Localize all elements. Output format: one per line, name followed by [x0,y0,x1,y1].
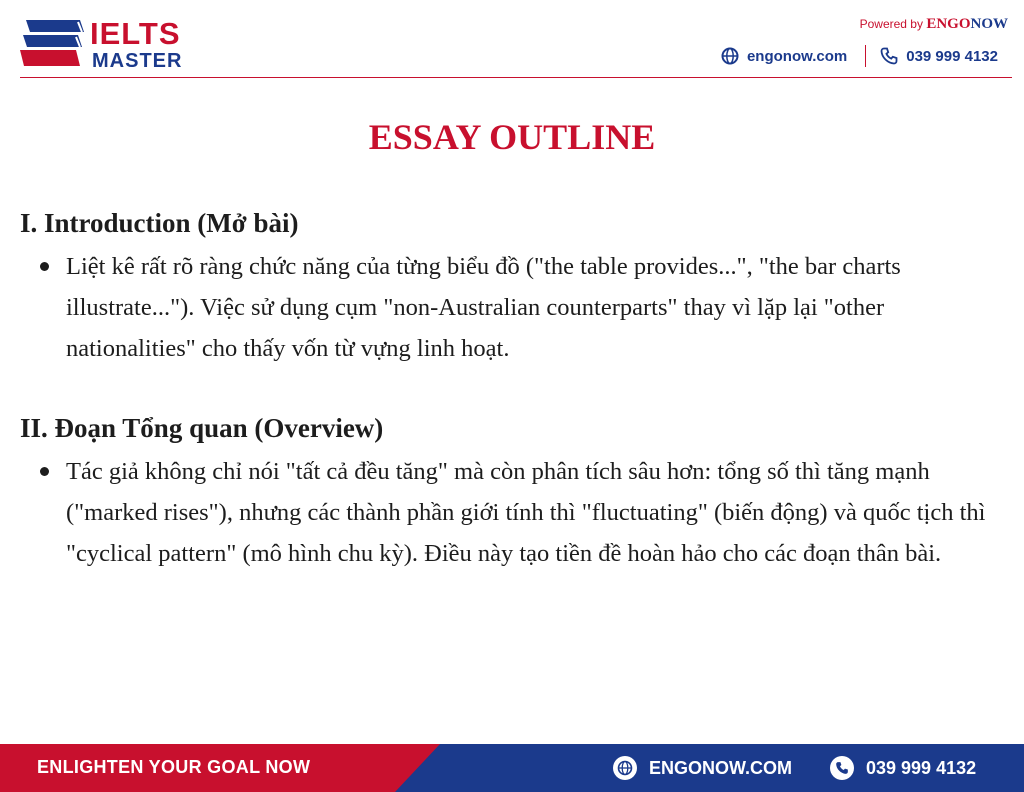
header-phone-link[interactable]: 039 999 4132 [906,47,998,65]
section-bullet-introduction: Liệt kê rất rõ ràng chức năng của từng biểu đồ ("the table provides...", "the bar charts illustrate..."). Việc sử dụng cụm "non-Australian counterparts" thay vì lặp lại "other nationalities" cho thấy vốn từ vựng linh hoạt. [66,253,901,362]
engonow-brand [926,16,1008,32]
logo-master-text: MASTER [92,50,183,72]
brand-part1: ENGO [926,16,971,32]
phone-icon [880,47,898,65]
powered-by-prefix: Powered by [859,17,923,31]
ielts-master-logo[interactable] [20,14,190,74]
logo-ielts-text: IELTS [90,16,181,51]
section-heading-introduction: I. Introduction (Mở bài) [20,208,299,238]
header-divider-line [20,77,1012,78]
bullet-dot [40,467,49,476]
phone-icon [830,756,854,780]
header-website-link[interactable]: engonow.com [746,47,848,65]
globe-icon [721,47,739,65]
header-divider [865,45,866,67]
section-heading-overview: II. Đoạn Tổng quan (Overview) [20,413,384,443]
footer-website[interactable] [613,744,792,792]
section-bullet-overview: Tác giả không chỉ nói "tất cả đều tăng" mà còn phân tích sâu hơn: tổng số thì tăng mạnh ("marked rises"), nhưng các thành phần giới tính thì "fluctuating" (biến động) và quốc tịch thì "cyclical pattern" (mô hình chu kỳ). Điều này tạo tiền đề hoàn hảo cho các đoạn thân bài. [66,458,986,567]
footer-slogan: ENLIGHTEN YOUR GOAL NOW [37,757,311,777]
brand-part2: NOW [970,16,1008,32]
footer-phone-link[interactable]: 039 999 4132 [866,757,977,778]
footer-phone[interactable] [830,744,976,792]
footer [0,744,1024,792]
logo-book-icon [20,18,86,68]
header-contact [721,45,998,67]
header [0,0,1024,80]
powered-by [860,16,1008,33]
page-title: ESSAY OUTLINE [368,117,656,157]
globe-icon [613,756,637,780]
bullet-dot [40,262,49,271]
footer-website-link[interactable]: ENGONOW.COM [649,757,792,778]
